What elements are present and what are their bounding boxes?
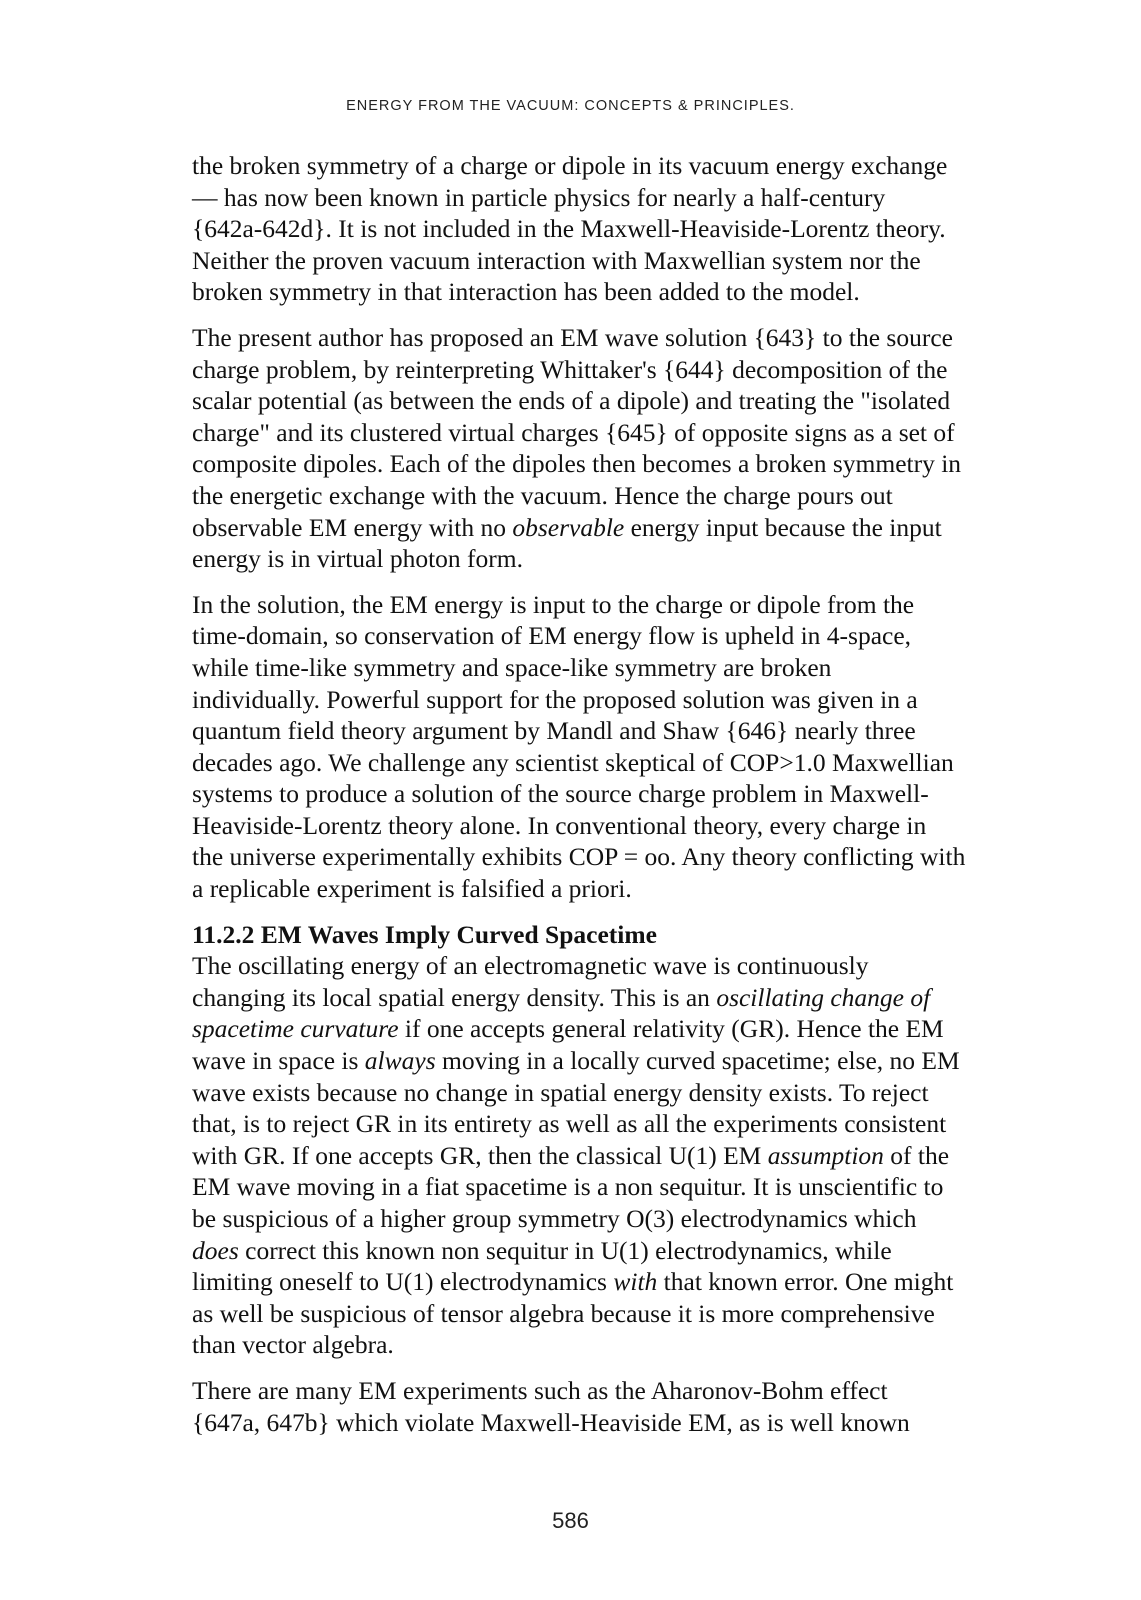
text-line: The oscillating energy of an electromagnetic wave is continuously (192, 951, 869, 981)
text-line: be suspicious of a higher group symmetry O(3) electrodynamics which (192, 1204, 917, 1233)
text-run: with GR. If one accepts GR, then the classical U(1) EM (192, 1140, 768, 1170)
paragraph-4 (192, 950, 1062, 1361)
text-line (192, 1140, 1062, 1172)
paragraph-5 (192, 1375, 1062, 1438)
text-run: of the (883, 1140, 950, 1170)
text-line (192, 1045, 1062, 1077)
paragraph-2 (192, 322, 1062, 575)
emphasis-text: always (364, 1046, 436, 1076)
emphasis-text: observable (512, 512, 625, 542)
text-line: In the solution, the EM energy is input to the charge or dipole from the (192, 589, 915, 619)
text-line: than vector algebra. (192, 1330, 394, 1360)
text-line: charge problem, by reinterpreting Whittaker's {644} decomposition of the (192, 354, 948, 384)
emphasis-text: assumption (767, 1140, 884, 1170)
text-line (192, 1235, 1062, 1267)
text-run: if one accepts general relativity (GR). Hence the EM (398, 1014, 944, 1044)
emphasis-text: oscillating change of (716, 982, 931, 1012)
text-line: that, is to reject GR in its entirety as well as all the experiments consistent (192, 1109, 947, 1139)
text-line: There are many EM experiments such as the Aharonov-Bohm effect (192, 1375, 888, 1405)
paragraph-1 (192, 150, 1062, 308)
paragraph-3 (192, 589, 1062, 905)
text-run: that known error. One might (657, 1267, 954, 1297)
text-line: {647a, 647b} which violate Maxwell-Heaviside EM, as is well known (192, 1407, 910, 1437)
text-line: Heaviside-Lorentz theory alone. In conventional theory, every charge in (192, 810, 927, 840)
text-line: quantum field theory argument by Mandl and Shaw {646} nearly three (192, 716, 916, 746)
text-line: a replicable experiment is falsified a priori. (192, 874, 632, 904)
text-line: The present author has proposed an EM wave solution {643} to the source (192, 322, 953, 352)
text-run: energy input because the input (624, 512, 942, 542)
text-line: {642a-642d}. It is not included in the Maxwell-Heaviside-Lorentz theory. (192, 214, 946, 244)
text-run: wave in space is (192, 1046, 365, 1076)
text-run: changing its local spatial energy density. This is an (192, 982, 717, 1012)
text-line: individually. Powerful support for the proposed solution was given in a (192, 684, 918, 714)
text-line: — has now been known in particle physics for nearly a half-century (192, 182, 886, 212)
text-line: while time-like symmetry and space-like symmetry are broken (192, 652, 832, 682)
text-line: the energetic exchange with the vacuum. Hence the charge pours out (192, 480, 893, 510)
emphasis-text: spacetime curvature (192, 1014, 399, 1044)
text-line: Neither the proven vacuum interaction with Maxwellian system nor the (192, 245, 921, 275)
text-line (192, 982, 1062, 1014)
text-run: limiting oneself to U(1) electrodynamics (192, 1267, 614, 1297)
text-run: correct this known non sequitur in U(1) electrodynamics, while (238, 1235, 892, 1265)
text-run: moving in a locally curved spacetime; else, no EM (435, 1046, 960, 1076)
text-line: time-domain, so conservation of EM energy flow is upheld in 4-space, (192, 621, 912, 651)
text-line: energy is in virtual photon form. (192, 544, 523, 574)
text-line (192, 512, 1062, 544)
text-line: systems to produce a solution of the source charge problem in Maxwell- (192, 779, 929, 809)
text-line: charge" and its clustered virtual charges {645} of opposite signs as a set of (192, 417, 955, 447)
text-line: scalar potential (as between the ends of a dipole) and treating the "isolated (192, 386, 951, 416)
text-line: decades ago. We challenge any scientist skeptical of COP>1.0 Maxwellian (192, 747, 954, 777)
emphasis-text: with (613, 1267, 658, 1297)
text-line: the universe experimentally exhibits COP = oo. Any theory conflicting with (192, 842, 966, 872)
text-run: observable EM energy with no (192, 512, 513, 542)
running-header: ENERGY FROM THE VACUUM: CONCEPTS & PRINCIPLES. (346, 98, 795, 114)
text-line: broken symmetry in that interaction has been added to the model. (192, 277, 860, 307)
section-heading: 11.2.2 EM Waves Imply Curved Spacetime (192, 919, 657, 949)
body-text (192, 150, 1062, 1452)
text-line: as well be suspicious of tensor algebra because it is more comprehensive (192, 1298, 935, 1328)
text-line (192, 1266, 1062, 1298)
page-number: 586 (552, 1508, 589, 1533)
text-line: composite dipoles. Each of the dipoles then becomes a broken symmetry in (192, 449, 962, 479)
text-line: EM wave moving in a fiat spacetime is a non sequitur. It is unscientific to (192, 1172, 944, 1202)
emphasis-text: does (192, 1235, 239, 1265)
text-line: the broken symmetry of a charge or dipole in its vacuum energy exchange (192, 151, 948, 180)
text-line: wave exists because no change in spatial energy density exists. To reject (192, 1077, 929, 1107)
text-line (192, 1013, 1062, 1045)
